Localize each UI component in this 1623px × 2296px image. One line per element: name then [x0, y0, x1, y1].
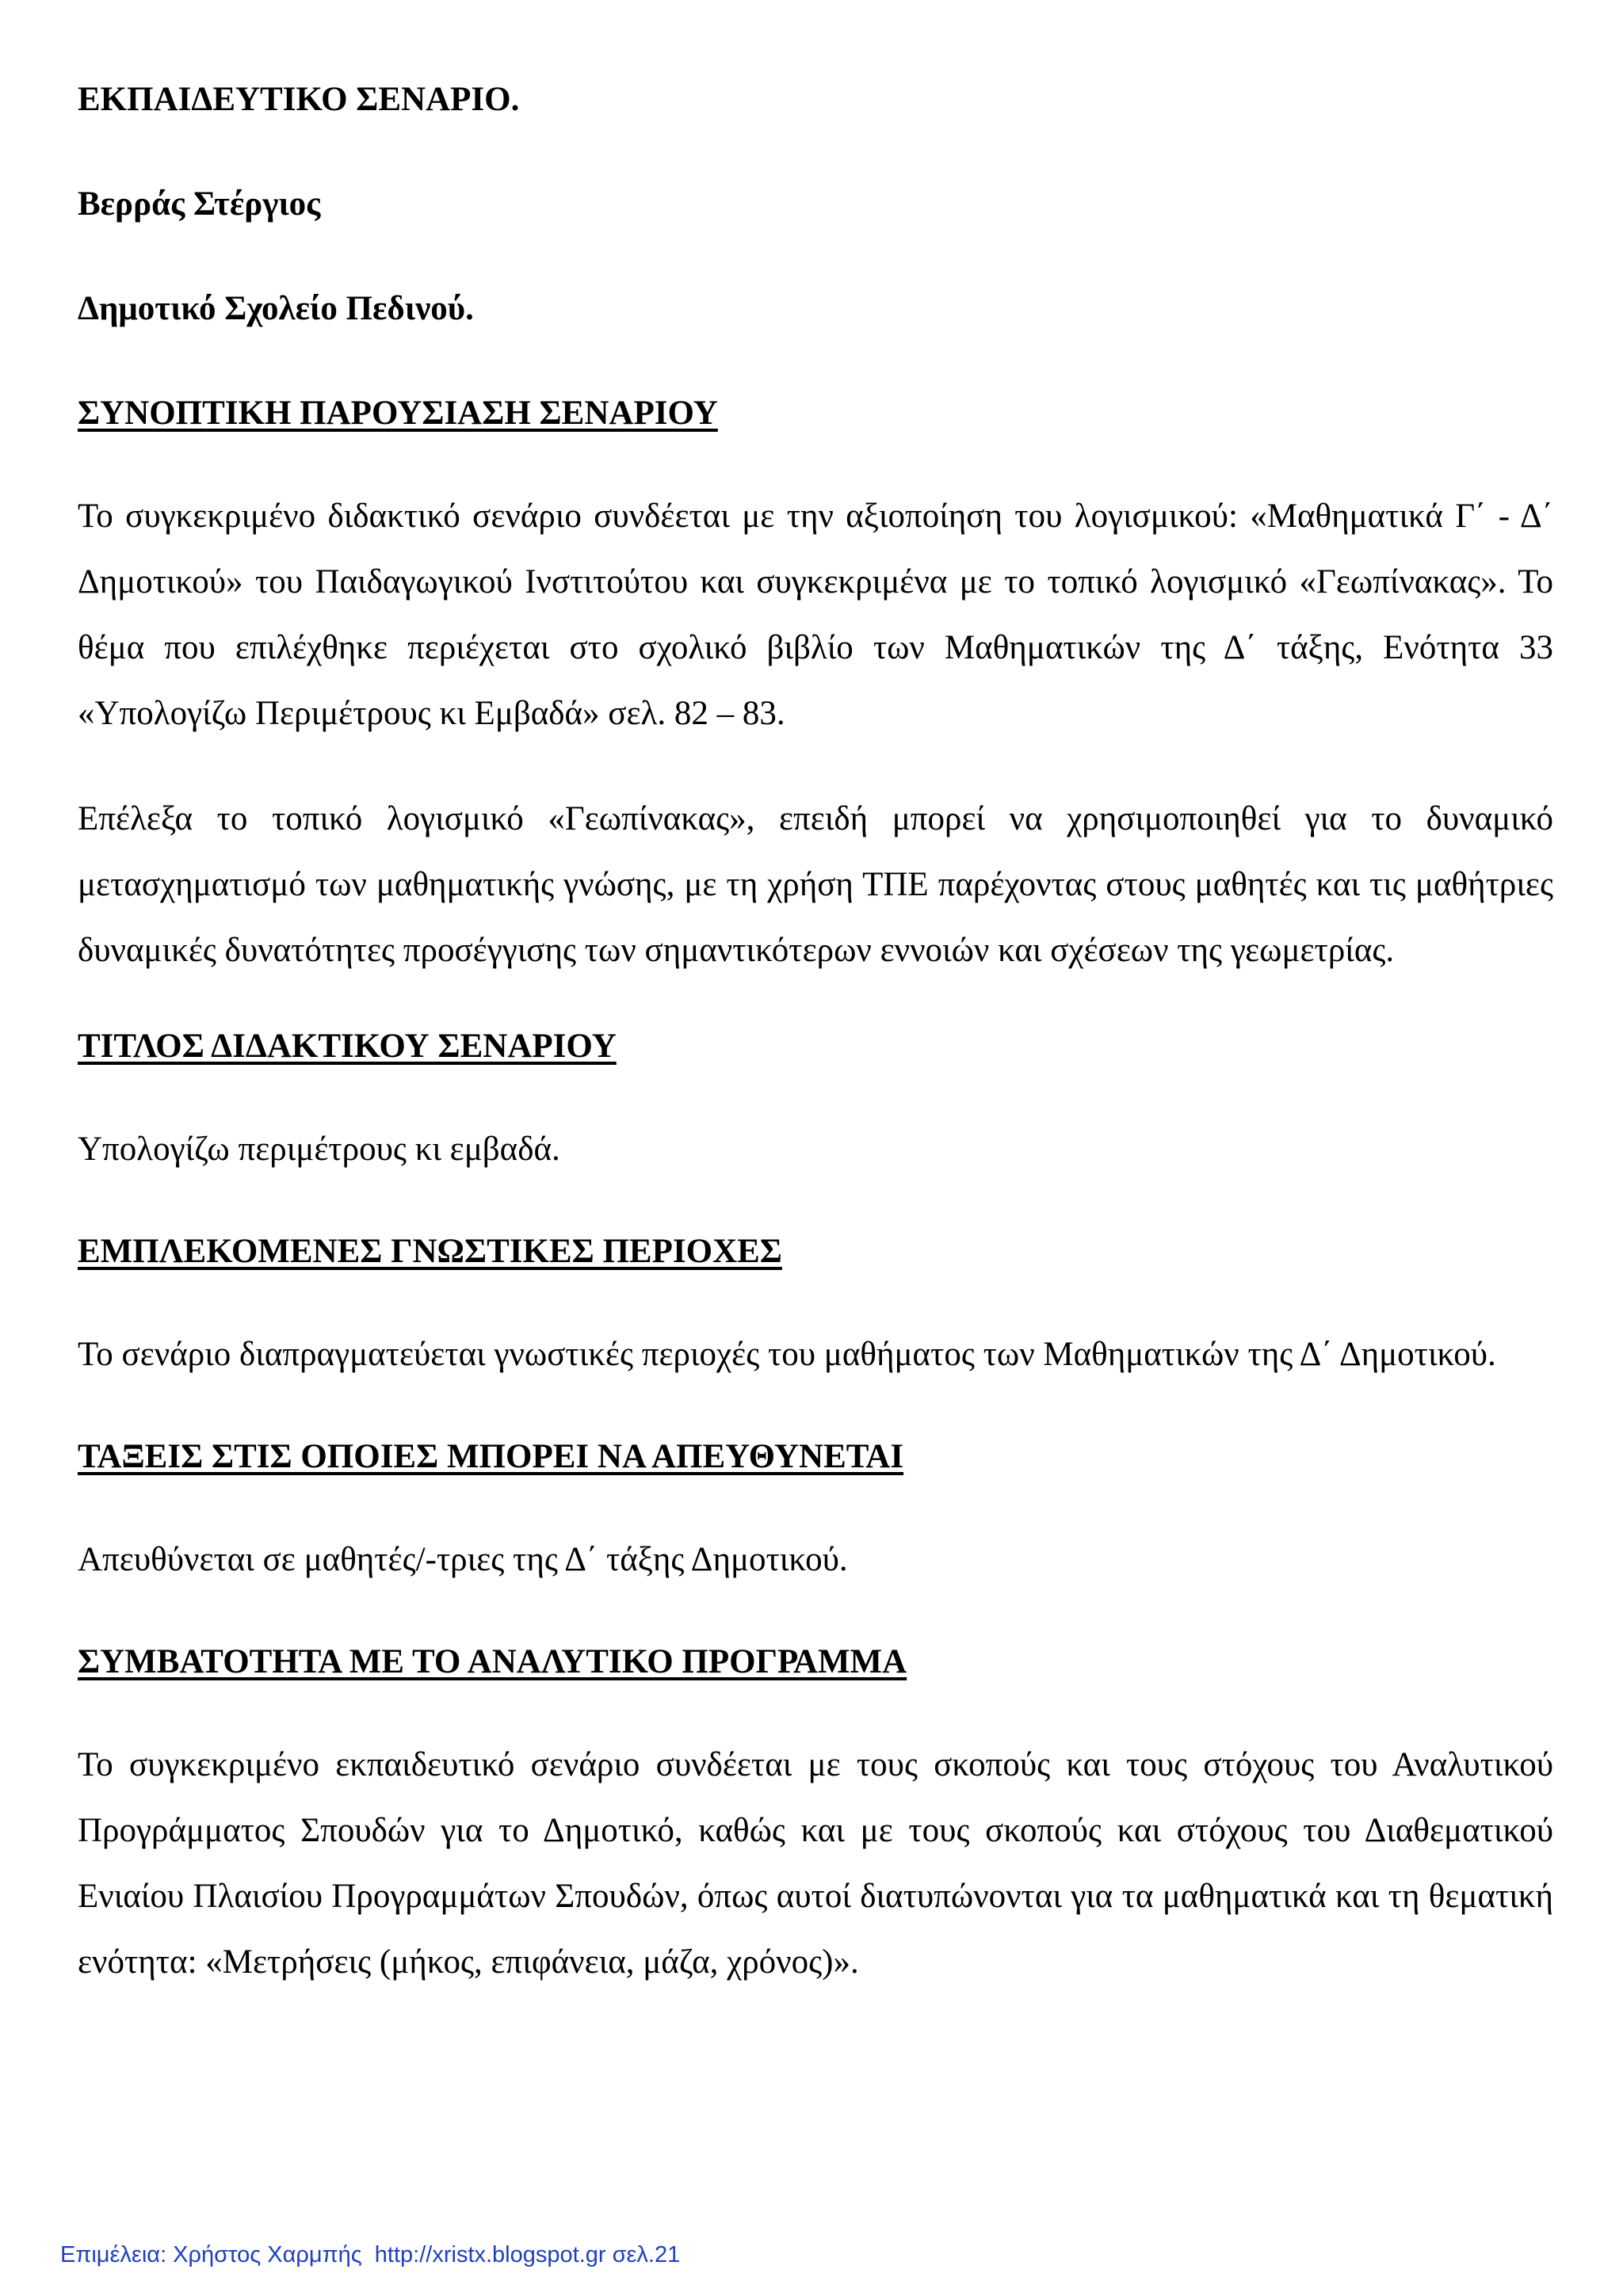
section-paragraph: Το συγκεκριμένο διδακτικό σενάριο συνδέεται με την αξιοποίηση του λογισμικού: «Μαθηματικά Γ΄ - Δ΄ Δημοτικού» του Παιδαγωγικού Ινστιτούτου και συγκεκριμένα με το τοπικό λογισμικό «Γεωπίνακας». Το θέμα που επιλέχθηκε περιέχεται στο σχολικό βιβλίο των Μαθηματικών της Δ΄ τάξης, Ενότητα 33 «Υπολογίζω Περιμέτρους κι Εμβαδά» σελ. 82 – 83.	[78, 498, 1553, 732]
section-title	[78, 1023, 1553, 1182]
document-title: ΕΚΠΑΙΔΕΥΤΙΚΟ ΣΕΝΑΡΙΟ.	[78, 81, 520, 118]
section-heading: ΤΑΞΕΙΣ ΣΤΙΣ ΟΠΟΙΕΣ ΜΠΟΡΕΙ ΝΑ ΑΠΕΥΘΥΝΕΤΑΙ	[78, 1438, 904, 1475]
section-heading: ΣΥΜΒΑΤΟΤΗΤΑ ΜΕ ΤΟ ΑΝΑΛΥΤΙΚΟ ΠΡΟΓΡΑΜΜΑ	[78, 1643, 907, 1680]
section-heading: ΕΜΠΛΕΚΟΜΕΝΕΣ ΓΝΩΣΤΙΚΕΣ ΠΕΡΙΟΧΕΣ	[78, 1233, 782, 1270]
section-paragraph: Επέλεξα το τοπικό λογισμικό «Γεωπίνακας», επειδή μπορεί να χρησιμοποιηθεί για το δυναμικό μετασχηματισμό των μαθηματικής γνώσης, με τη χρήση ΤΠΕ παρέχοντας στους μαθητές και τις μαθήτριες δυναμικές δυνατότητες προσέγγισης των σημαντικότερων εννοιών και σχέσεων της γεωμετρίας.	[78, 800, 1553, 969]
section-knowledge-areas	[78, 1228, 1553, 1387]
section-target-classes	[78, 1433, 1553, 1592]
section-paragraph: Απευθύνεται σε μαθητές/-τριες της Δ΄ τάξης Δημοτικού.	[78, 1541, 848, 1578]
page-footer: Επιμέλεια: Χρήστος Χαρμπής http://xristx.blogspot.gr σελ.21	[60, 2242, 681, 2267]
document-page	[78, 76, 1553, 2035]
section-curriculum	[78, 1638, 1553, 1995]
section-paragraph: Το σενάριο διαπραγματεύεται γνωστικές περιοχές του μαθήματος των Μαθηματικών της Δ΄ Δημοτικού.	[78, 1336, 1496, 1373]
author-name: Βερράς Στέργιος	[78, 185, 321, 223]
school-name: Δημοτικό Σχολείο Πεδινού.	[78, 290, 474, 327]
section-paragraph: Το συγκεκριμένο εκπαιδευτικό σενάριο συνδέεται με τους σκοπούς και τους στόχους του Αναλυτικού Προγράμματος Σπουδών για το Δημοτικό, καθώς και με τους σκοπούς και στόχους του Διαθεματικού Ενιαίου Πλαισίου Προγραμμάτων Σπουδών, όπως αυτοί διατυπώνονται για τα μαθηματικά και τη θεματική ενότητα: «Μετρήσεις (μήκος, επιφάνεια, μάζα, χρόνος)».	[78, 1746, 1553, 1981]
section-overview	[78, 390, 1553, 983]
section-heading: ΣΥΝΟΠΤΙΚΗ ΠΑΡΟΥΣΙΑΣΗ ΣΕΝΑΡΙΟΥ	[78, 395, 718, 432]
section-heading: ΤΙΤΛΟΣ ΔΙΔΑΚΤΙΚΟΥ ΣΕΝΑΡΙΟΥ	[78, 1028, 617, 1065]
section-paragraph: Υπολογίζω περιμέτρους κι εμβαδά.	[78, 1131, 560, 1168]
